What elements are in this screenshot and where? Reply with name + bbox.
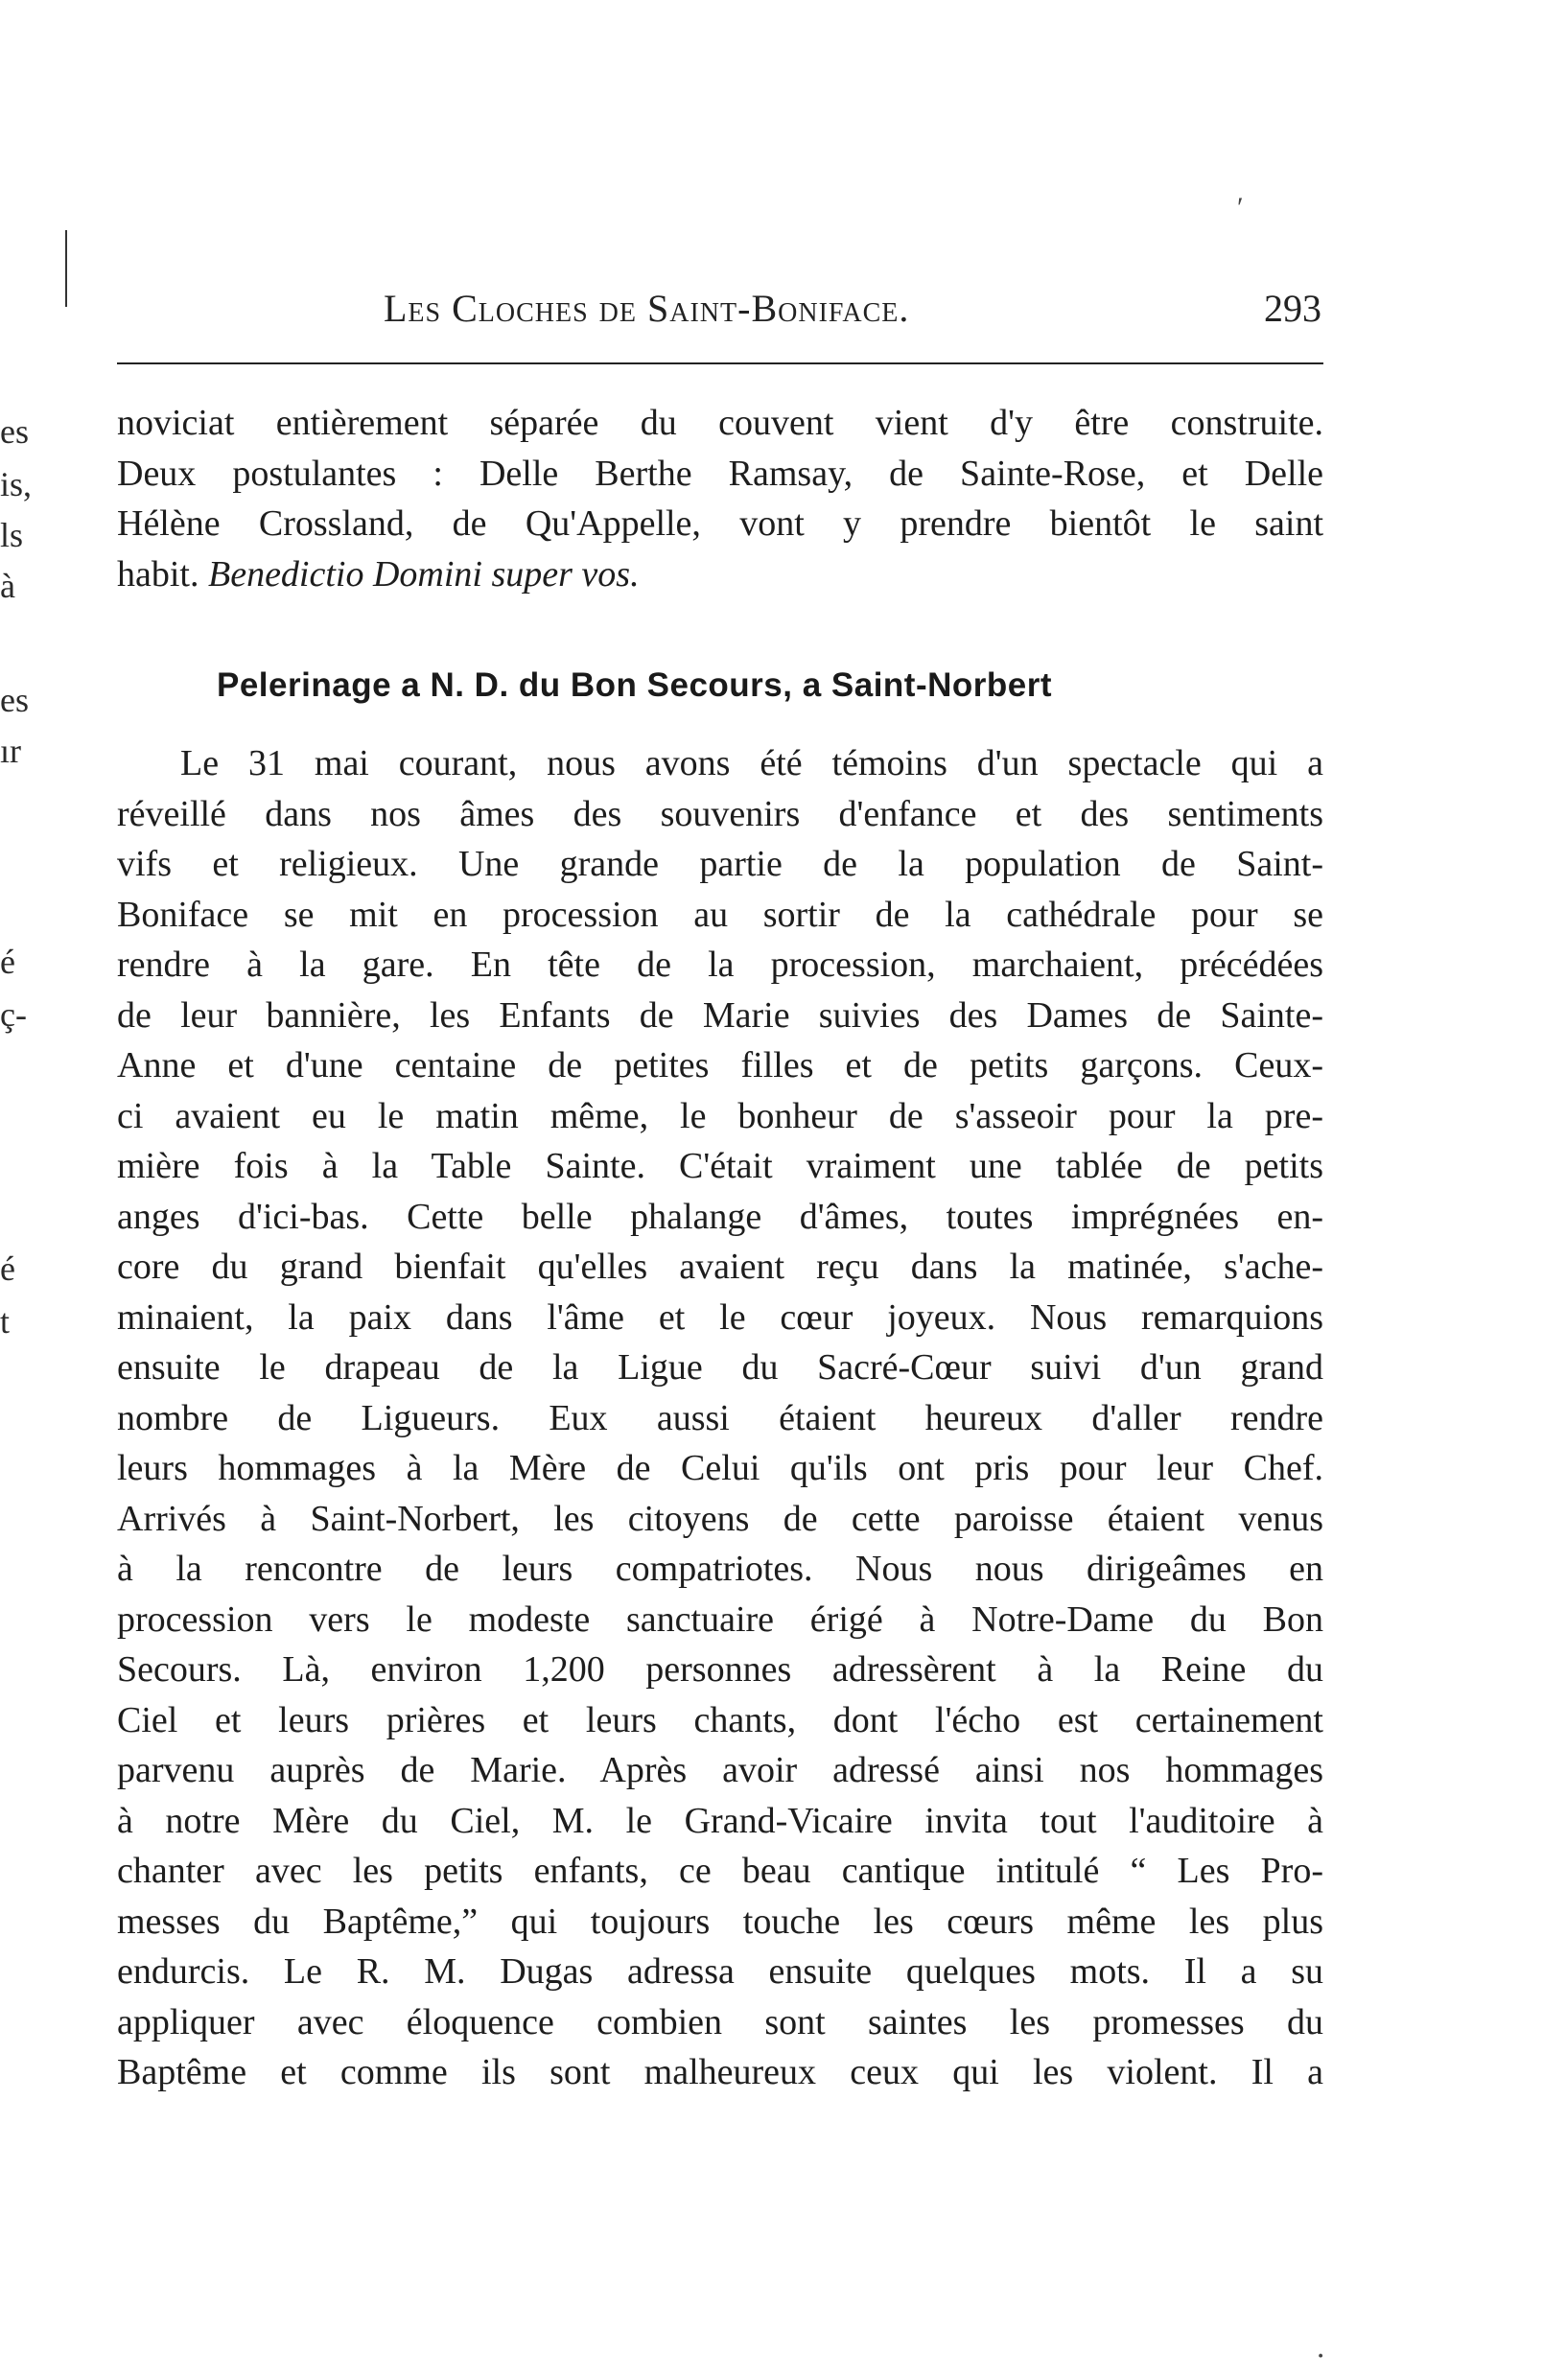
paragraph-line: Boniface se mit en procession au sortir de la cathédrale pour se [117,894,1323,935]
margin-fragment: ç- [0,995,27,1034]
margin-fragment: ır [0,732,21,770]
paragraph-line: ci avaient eu le matin même, le bonheur de s'asseoir pour la pre- [117,1095,1323,1136]
paragraph-line: à notre Mère du Ciel, M. le Grand-Vicaire invita tout l'auditoire à [117,1800,1323,1841]
paragraph-line: Hélène Crossland, de Qu'Appelle, vont y prendre bientôt le saint [117,503,1323,544]
carried-over-paragraph [117,398,1323,599]
paragraph-line: endurcis. Le R. M. Dugas adressa ensuite quelques mots. Il a su [117,1951,1323,1992]
paragraph-text: habit. [117,553,199,595]
margin-fragment: t [0,1302,11,1341]
paragraph-line: Ciel et leurs prières et leurs chants, dont l'écho est certainement [117,1699,1323,1740]
paragraph-line [117,549,1323,600]
paragraph-line: Baptême et comme ils sont malheureux ceux qui les violent. Il a [117,2052,1323,2092]
stray-print-mark: ′ [1237,192,1244,223]
paragraph-line: Anne et d'une centaine de petites filles et de petits garçons. Ceux- [117,1045,1323,1085]
page-number: 293 [1264,287,1321,330]
paragraph-line: chanter avec les petits enfants, ce beau cantique intitulé “ Les Pro- [117,1851,1323,1891]
paragraph-line: Deux postulantes : Delle Berthe Ramsay, de Sainte-Rose, et Delle [117,453,1323,494]
stray-print-mark: ⋅ [1316,2341,1326,2372]
paragraph-line: réveillé dans nos âmes des souvenirs d'enfance et des sentiments [117,793,1323,834]
margin-fragment: es [0,412,29,451]
margin-fragment: à [0,567,15,605]
header-rule [117,362,1323,364]
paragraph-line: noviciat entièrement séparée du couvent vient d'y être construite. [117,403,1323,443]
paragraph-line: anges d'ici-bas. Cette belle phalange d'âmes, toutes imprégnées en- [117,1196,1323,1237]
paragraph-line: appliquer avec éloquence combien sont saintes les promesses du [117,2001,1323,2042]
scan-artifact-line [65,230,67,307]
paragraph-line: nombre de Ligueurs. Eux aussi étaient heureux d'aller rendre [117,1397,1323,1438]
margin-fragment: es [0,681,29,719]
running-head-title: Les Cloches de Saint-Boniface. [384,287,910,330]
margin-fragment: é [0,943,15,981]
paragraph-line: procession vers le modeste sanctuaire érigé à Notre-Dame du Bon [117,1598,1323,1640]
paragraph-line: parvenu auprès de Marie. Après avoir adressé ainsi nos hommages [117,1750,1323,1790]
paragraph-line: core du grand bienfait qu'elles avaient reçu dans la matinée, s'ache- [117,1247,1323,1287]
paragraph-line: vifs et religieux. Une grande partie de la population de Saint- [117,844,1323,884]
margin-fragment: is, [0,465,33,503]
latin-blessing: Benedictio Domini super vos. [207,553,640,595]
paragraph-line: Secours. Là, environ 1,200 personnes adressèrent à la Reine du [117,1649,1323,1690]
paragraph-line: ensuite le drapeau de la Ligue du Sacré-Cœur suivi d'un grand [117,1347,1323,1388]
paragraph-line: messes du Baptême,” qui toujours touche les cœurs même les plus [117,1901,1323,1942]
paragraph-line: leurs hommages à la Mère de Celui qu'ils ont pris pour leur Chef. [117,1448,1323,1488]
section-title: Pelerinage a N. D. du Bon Secours, a Saint-Norbert [217,666,1053,704]
paragraph-line: minaient, la paix dans l'âme et le cœur joyeux. Nous remarquions [117,1296,1323,1338]
paragraph-line: à la rencontre de leurs compatriotes. Nous nous dirigeâmes en [117,1549,1323,1589]
margin-fragment: ls [0,516,24,554]
paragraph-line: Le 31 mai courant, nous avons été témoins d'un spectacle qui a [180,743,1323,783]
paragraph-line: mière fois à la Table Sainte. C'était vraiment une tablée de petits [117,1146,1323,1186]
section-paragraph [117,738,1323,2098]
paragraph-line: Arrivés à Saint-Norbert, les citoyens de cette paroisse étaient venus [117,1498,1323,1539]
paragraph-line: de leur bannière, les Enfants de Marie suivies des Dames de Sainte- [117,994,1323,1036]
paragraph-line: rendre à la gare. En tête de la procession, marchaient, précédées [117,945,1323,985]
margin-fragment: é [0,1249,15,1288]
